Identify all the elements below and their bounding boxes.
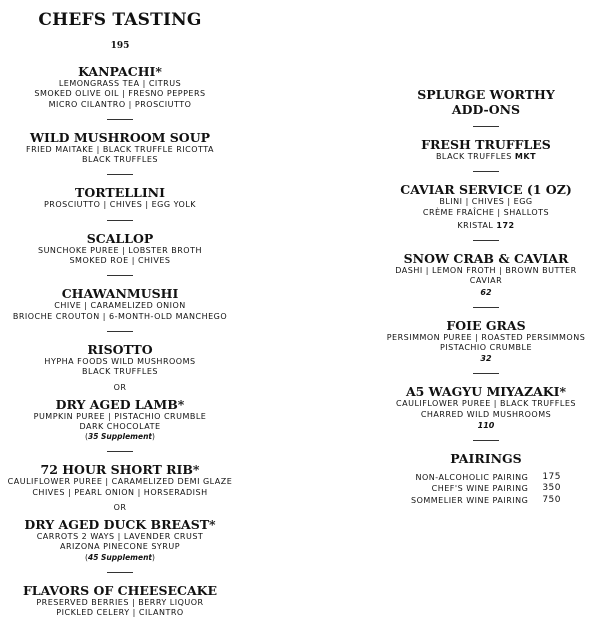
course-description: LEMONGRASS TEA | CITRUS [58,79,182,88]
addon-a5-wagyu [362,384,599,431]
addon-price: 32 [480,354,492,364]
supplement-price: (35 Supplement) [85,432,155,442]
addon-description: PERSIMMON PUREE | ROASTED PERSIMMONS [386,332,586,342]
menu-title: CHEFS TASTING [38,10,202,30]
addon-fresh-truffles [362,137,599,162]
course-description: SMOKED OLIVE OIL | FRESNO PEPPERS [34,89,206,99]
course-risotto [0,342,240,378]
course-scallop [0,231,240,267]
addon-description: PISTACHIO CRUMBLE [439,343,533,353]
or-separator: OR [113,503,127,513]
addon-name: CAVIAR SERVICE (1 OZ) [400,182,572,198]
course-description: DARK CHOCOLATE [79,421,161,431]
pairing-row [411,472,561,484]
addons-title: SPLURGE WORTHY ADD-ONS [417,87,555,117]
course-name: SCALLOP [86,230,154,246]
pairing-name: CHEF'S WINE PAIRING [431,484,529,494]
pairing-price: 750 [542,494,561,505]
addon-caviar-service [362,182,599,231]
course-wild-mushroom-soup [0,130,240,166]
addon-name: FRESH TRUFFLES [421,137,551,152]
divider [107,331,133,332]
course-description: CHIVES | PEARL ONION | HORSERADISH [32,487,208,497]
course-name: KANPACHI* [78,64,162,79]
course-name: WILD MUSHROOM SOUP [29,129,210,145]
course-name: RISOTTO [87,341,153,357]
divider [473,440,499,441]
course-description: MICRO CILANTRO | PROSCIUTTO [48,99,192,109]
divider [473,373,499,374]
course-description: PROSCIUTTO | CHIVES | EGG YOLK [43,200,197,210]
course-dry-aged-lamb [0,397,240,443]
course-description: BRIOCHE CROUTON | 6-MONTH-OLD MANCHEGO [12,311,228,321]
pairing-name: NON-ALCOHOLIC PAIRING [415,472,529,482]
course-description: PUMPKIN PUREE | PISTACHIO CRUMBLE [33,411,207,421]
tasting-menu-column [0,0,240,619]
add-ons-column [362,0,599,506]
divider [473,307,499,308]
addon-description: CRÈME FRAÎCHE | SHALLOTS [422,207,550,217]
addon-price: 110 [477,420,495,430]
course-name: DRY AGED DUCK BREAST* [24,517,216,533]
course-description: PICKLED CELERY | CILANTRO [56,608,184,618]
course-tortellini [0,185,240,210]
course-description: SMOKED ROE | CHIVES [69,256,171,266]
divider [107,275,133,276]
course-kanpachi [0,64,240,110]
addon-price: MKT [514,152,537,161]
course-duck-breast [0,517,240,563]
addon-description: CHARRED WILD MUSHROOMS [420,409,552,419]
addon-name: FOIE GRAS [446,317,526,333]
pairings-title: PAIRINGS [450,450,522,466]
divider [107,119,133,120]
pairing-row [411,495,561,507]
divider [107,220,133,221]
pairing-name: SOMMELIER WINE PAIRING [411,495,529,505]
pairings-section [362,451,599,507]
addon-foie-gras [362,318,599,365]
divider [107,451,133,452]
addon-description: BLINI | CHIVES | EGG [439,197,533,207]
course-name: TORTELLINI [75,185,165,201]
course-description: ARIZONA PINECONE SYRUP [59,542,181,552]
or-separator: OR [113,382,127,392]
supplement-price: (45 Supplement) [85,552,155,562]
divider [107,572,133,573]
course-description: SUNCHOKE PUREE | LOBSTER BROTH [38,245,202,255]
addon-description: BLACK TRUFFLES MKT [435,152,537,161]
course-description: HYPHA FOODS WILD MUSHROOMS [44,356,196,366]
pairing-price: 350 [542,483,561,494]
addon-description: DASHI | LEMON FROTH | BROWN BUTTER [395,266,577,276]
course-name: FLAVORS OF CHEESECAKE [22,582,218,598]
course-description: FRIED MAITAKE | BLACK TRUFFLE RICOTTA [25,144,214,154]
pairing-row [411,483,561,495]
course-description: CARROTS 2 WAYS | LAVENDER CRUST [36,532,204,542]
course-description: BLACK TRUFFLES [82,367,158,377]
addon-description: CAULIFLOWER PUREE | BLACK TRUFFLES [396,399,576,409]
course-chawanmushi [0,286,240,322]
divider [107,174,133,175]
addon-snow-crab [362,251,599,298]
divider [473,171,499,172]
course-cheesecake [0,583,240,619]
pairings-table [411,472,561,507]
tasting-price: 195 [110,41,130,51]
course-description: PRESERVED BERRIES | BERRY LIQUOR [36,597,204,607]
divider [473,240,499,241]
course-description: BLACK TRUFFLES [82,155,158,165]
pairing-price: 175 [542,471,561,482]
course-description: CAULIFLOWER PUREE | CARAMELIZED DEMI GLAZE [7,477,233,487]
addon-name: A5 WAGYU MIYAZAKI* [405,384,567,400]
course-name: CHAWANMUSHI [61,286,179,302]
addon-name: SNOW CRAB & CAVIAR [403,251,569,267]
course-short-rib [0,462,240,498]
divider [473,126,499,127]
addon-description: KRISTAL 172 [457,220,515,230]
course-name: 72 HOUR SHORT RIB* [40,462,200,478]
addon-price: 172 [496,220,515,230]
course-name: DRY AGED LAMB* [55,396,185,412]
addon-price: 62 [480,287,492,297]
addon-description: CAVIAR [469,276,503,286]
course-description: CHIVE | CARAMELIZED ONION [54,301,186,311]
